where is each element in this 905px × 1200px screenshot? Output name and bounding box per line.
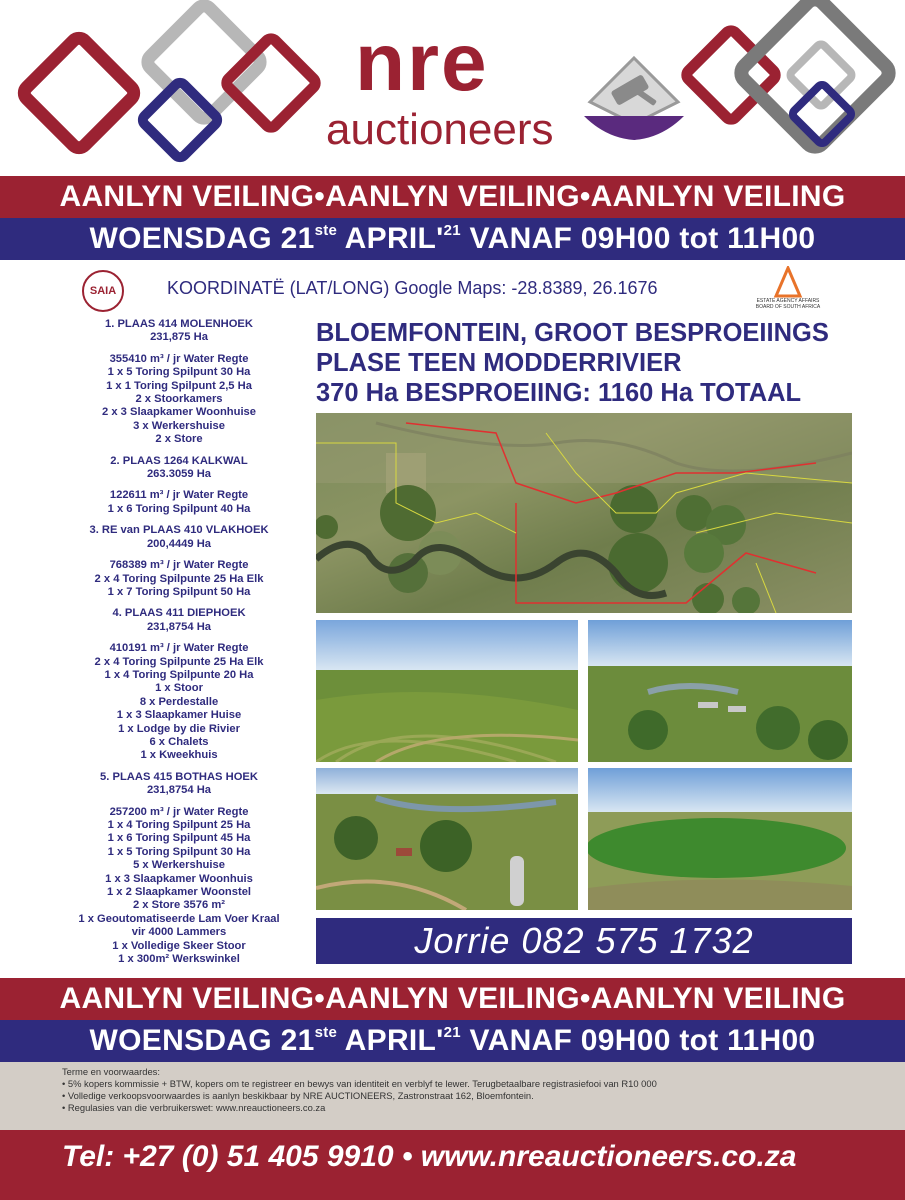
property-item: 1 x Volledige Skeer Stoor (112, 939, 246, 952)
property-3 (40, 524, 318, 599)
date-month: APRIL' (337, 1024, 444, 1057)
property-item: 1 x 3 Slaapkamer Woonhuis (105, 872, 253, 885)
property-item: vir 4000 Lammers (131, 926, 227, 939)
auction-date-banner-top (0, 218, 905, 260)
property-item: 355410 m³ / jr Water Regte (109, 352, 249, 365)
farm-photo-2 (588, 620, 852, 762)
property-item: 122611 m³ / jr Water Regte (109, 489, 249, 502)
property-item: 2 x Stoorkamers (135, 393, 223, 406)
headline (316, 318, 856, 408)
date-year: 21 (443, 1024, 461, 1041)
coordinates-text: KOORDINATË (LAT/LONG) Google Maps: -28.8389, 26.1676 (167, 278, 658, 298)
property-5 (40, 771, 318, 967)
terms-item: • 5% kopers kommissie + BTW, kopers om te registreer en bewys van identiteit en verblyf te lewer. Terugbetaalbare registrasiefooi van R10 000 (62, 1078, 657, 1089)
property-area: 263.3059 Ha (146, 468, 212, 481)
property-2 (40, 455, 318, 517)
property-item: 5 x Werkershuise (133, 859, 225, 872)
date-prefix: WOENSDAG 21 (89, 1024, 315, 1057)
date-suffix: ste (314, 222, 338, 239)
date-year: 21 (443, 222, 461, 239)
date-time: VANAF 09H00 tot 11H00 (460, 1024, 816, 1057)
property-item: 8 x Perdestalle (139, 695, 219, 708)
date-time: VANAF 09H00 tot 11H00 (460, 222, 816, 255)
aerial-map-photo (316, 413, 852, 613)
headline-line-3: 370 Ha BESPROEIING: 1160 Ha TOTAAL (316, 379, 802, 407)
property-item: 1 x 300m² Werkswinkel (118, 953, 240, 966)
farm-photo-4 (588, 768, 852, 910)
property-item: 6 x Chalets (149, 735, 209, 748)
property-item: 257200 m³ / jr Water Regte (109, 805, 249, 818)
online-auction-banner-bottom: AANLYN VEILING•AANLYN VEILING•AANLYN VEILING (0, 978, 905, 1020)
gavel-icon (582, 54, 686, 144)
property-item: 2 x 3 Slaapkamer Woonhuise (102, 406, 256, 419)
property-area: 200,4449 Ha (146, 537, 212, 550)
property-title: 4. PLAAS 411 DIEPHOEK (112, 607, 246, 620)
headline-line-2: PLASE TEEN MODDERRIVIER (316, 349, 682, 377)
date-suffix: ste (314, 1024, 338, 1041)
terms-section (0, 1062, 905, 1130)
logo-subtitle: auctioneers (326, 105, 554, 154)
property-item: 2 x Store 3576 m² (132, 899, 226, 912)
property-list (40, 318, 318, 974)
property-item: 410191 m³ / jr Water Regte (109, 642, 249, 655)
property-item: 1 x 7 Toring Spilpunt 50 Ha (107, 585, 251, 598)
property-title: 5. PLAAS 415 BOTHAS HOEK (100, 770, 258, 783)
property-item: 1 x 6 Toring Spilpunt 45 Ha (107, 832, 251, 845)
property-item: 1 x Geoutomatiseerde Lam Voer Kraal (78, 912, 280, 925)
date-month: APRIL' (337, 222, 444, 255)
property-area: 231,8754 Ha (146, 784, 212, 797)
logo-nre: nre (355, 17, 489, 108)
property-item: 1 x 5 Toring Spilpunt 30 Ha (107, 845, 251, 858)
eaab-icon (748, 266, 828, 298)
property-title: 2. PLAAS 1264 KALKWAL (110, 454, 248, 467)
property-item: 1 x 5 Toring Spilpunt 30 Ha (107, 366, 251, 379)
property-item: 1 x 4 Toring Spilpunt 25 Ha (107, 819, 251, 831)
saia-logo: SAIA (82, 270, 124, 312)
coordinates-row (0, 264, 905, 314)
property-area: 231,875 Ha (150, 331, 208, 344)
terms-item: • Volledige verkoopsvoorwaardes is aanlyn beskikbaar by NRE AUCTIONEERS, Zastronstraat 162, Bloemfontein. (62, 1090, 534, 1101)
terms-heading: Terme en voorwaardes: (62, 1066, 160, 1077)
property-item: 1 x 3 Slaapkamer Huise (116, 709, 242, 722)
terms-item: • Regulasies van die verbruikerswet: www.nreauctioneers.co.za (62, 1102, 326, 1113)
property-item: 1 x 4 Toring Spilpunte 20 Ha (104, 668, 254, 681)
property-item: 2 x 4 Toring Spilpunte 25 Ha Elk (94, 572, 264, 585)
property-item: 768389 m³ / jr Water Regte (109, 559, 249, 572)
property-1 (40, 318, 318, 447)
property-item: 3 x Werkershuise (133, 419, 225, 432)
eaab-logo (748, 266, 828, 312)
property-item: 1 x 2 Slaapkamer Woonstel (106, 886, 252, 899)
property-area: 231,8754 Ha (146, 620, 212, 633)
property-item: 2 x 4 Toring Spilpunte 25 Ha Elk (94, 655, 264, 668)
property-item: 1 x Kweekhuis (140, 749, 218, 762)
farm-photo-3 (316, 768, 578, 910)
property-item: 1 x 1 Toring Spilpunt 2,5 Ha (106, 379, 252, 392)
property-title: 1. PLAAS 414 MOLENHOEK (105, 318, 253, 330)
property-item: 1 x Lodge by die Rivier (118, 722, 240, 735)
date-prefix: WOENSDAG 21 (89, 222, 315, 255)
auction-date-banner-bottom (0, 1020, 905, 1062)
footer-contact: Tel: +27 (0) 51 405 9910 • www.nreauctioneers.co.za (0, 1130, 905, 1200)
property-item: 1 x Stoor (155, 682, 203, 695)
property-4 (40, 607, 318, 762)
farm-photo-1 (316, 620, 578, 762)
headline-line-1: BLOEMFONTEIN, GROOT BESPROEIINGS (316, 319, 829, 347)
property-title: 3. RE van PLAAS 410 VLAKHOEK (89, 524, 269, 537)
eaab-label: ESTATE AGENCY AFFAIRS BOARD OF SOUTH AFRICA (755, 298, 821, 310)
header (0, 0, 905, 176)
online-auction-banner-top: AANLYN VEILING•AANLYN VEILING•AANLYN VEILING (0, 176, 905, 218)
property-item: 2 x Store (155, 433, 203, 446)
contact-box: Jorrie 082 575 1732 (316, 918, 852, 964)
property-item: 1 x 6 Toring Spilpunt 40 Ha (107, 502, 251, 515)
